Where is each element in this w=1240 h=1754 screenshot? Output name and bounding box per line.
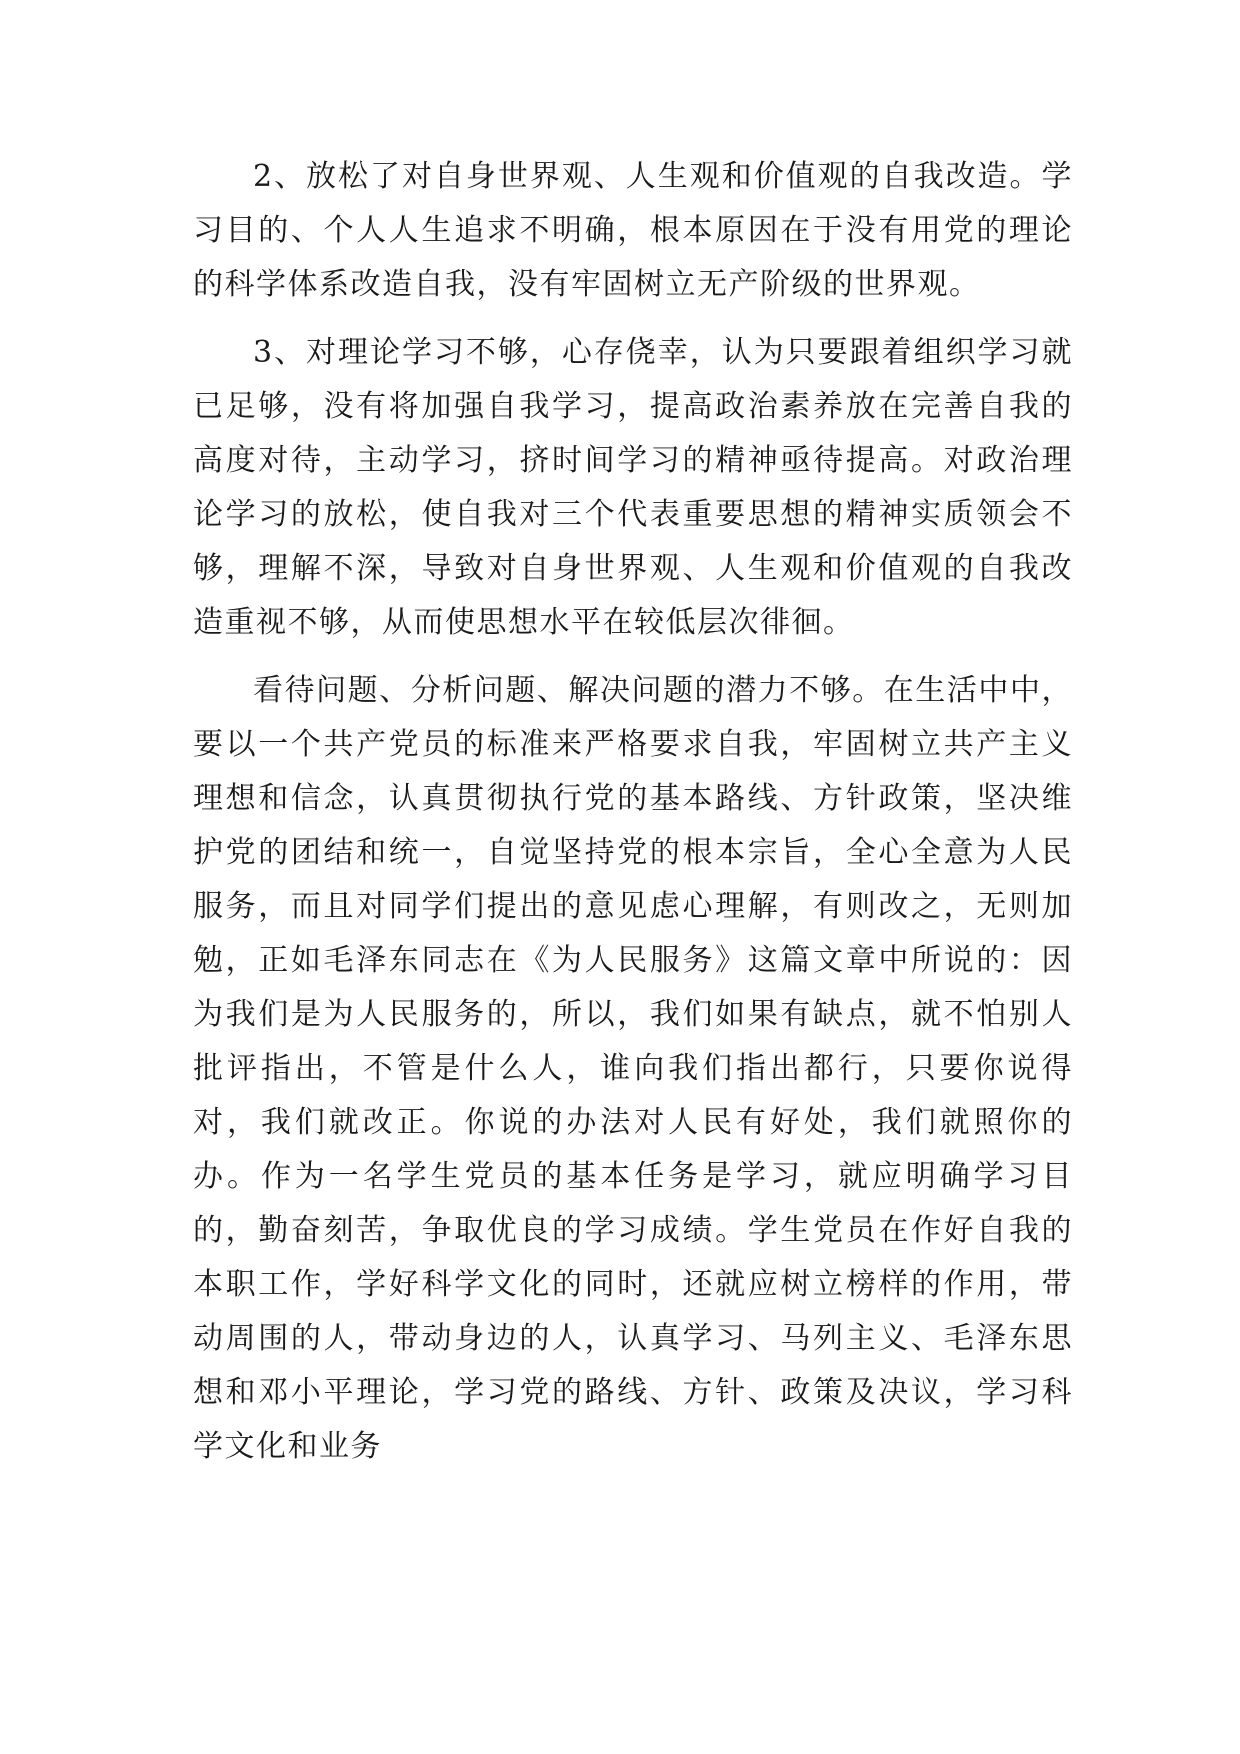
document-body — [193, 150, 1073, 1488]
paragraph-point-2: 2、放松了对自身世界观、人生观和价值观的自我改造。学习目的、个人人生追求不明确，根本原因在于没有用党的理论的科学体系改造自我，没有牢固树立无产阶级的世界观。 — [193, 159, 1073, 302]
paragraph-analysis: 看待问题、分析问题、解决问题的潜力不够。在生活中中，要以一个共产党员的标准来严格要求自我，牢固树立共产主义理想和信念，认真贯彻执行党的基本路线、方针政策，坚决维护党的团结和统一，自觉坚持党的根本宗旨，全心全意为人民服务，而且对同学们提出的意见虑心理解，有则改之，无则加勉，正如毛泽东同志在《为人民服务》这篇文章中所说的：因为我们是为人民服务的，所以，我们如果有缺点，就不怕别人批评指出，不管是什么人，谁向我们指出都行，只要你说得对，我们就改正。你说的办法对人民有好处，我们就照你的办。作为一名学生党员的基本任务是学习，就应明确学习目的，勤奋刻苦，争取优良的学习成绩。学生党员在作好自我的本职工作，学好科学文化的同时，还就应树立榜样的作用，带动周围的人，带动身边的人，认真学习、马列主义、毛泽东思想和邓小平理论，学习党的路线、方针、政策及决议，学习科学文化和业务 — [193, 673, 1073, 1464]
paragraph-point-3: 3、对理论学习不够，心存侥幸，认为只要跟着组织学习就已足够，没有将加强自我学习，提高政治素养放在完善自我的高度对待，主动学习，挤时间学习的精神亟待提高。对政治理论学习的放松，使自我对三个代表重要思想的精神实质领会不够，理解不深，导致对自身世界观、人生观和价值观的自我改造重视不够，从而使思想水平在较低层次徘徊。 — [193, 335, 1073, 640]
